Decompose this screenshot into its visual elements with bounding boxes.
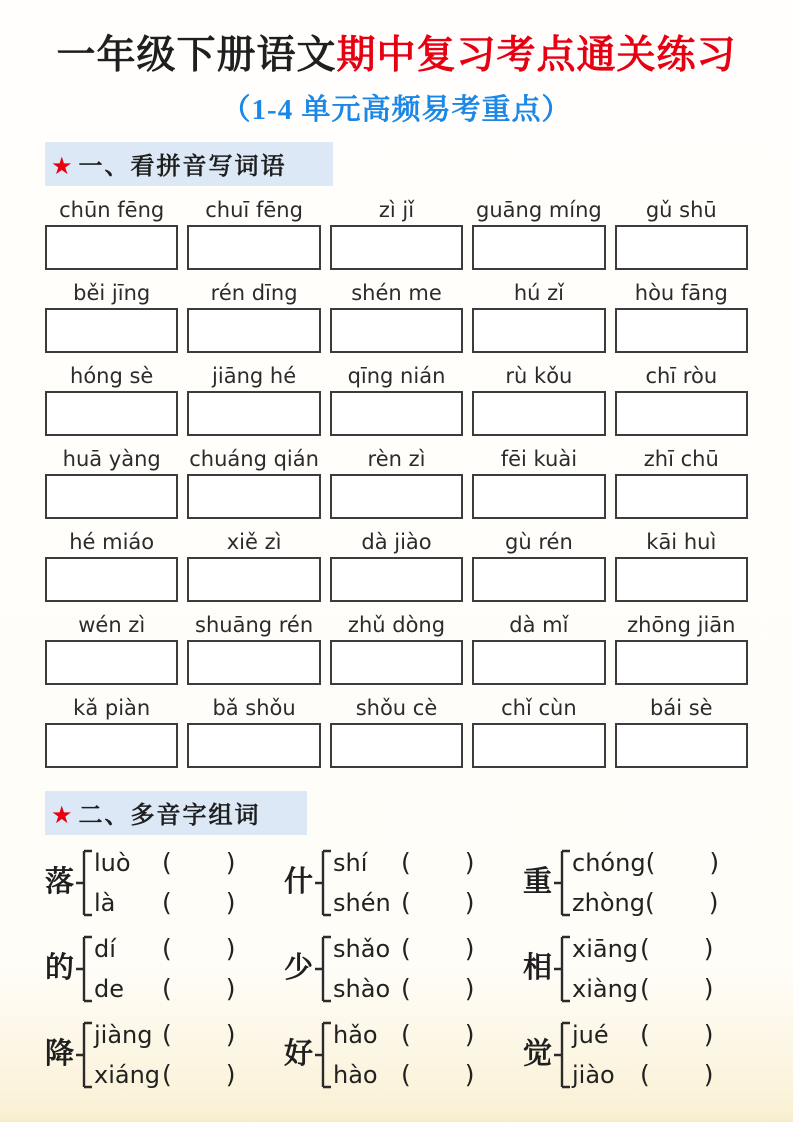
paren-close: ) bbox=[225, 974, 236, 1004]
answer-blank[interactable] bbox=[172, 988, 226, 989]
polyphone-grid bbox=[45, 843, 748, 1095]
reading-row bbox=[572, 1055, 748, 1095]
pinyin-cell bbox=[45, 279, 178, 353]
pinyin-cell bbox=[45, 196, 178, 270]
answer-box[interactable] bbox=[472, 723, 605, 768]
answer-box[interactable] bbox=[45, 308, 178, 353]
pinyin-cell bbox=[615, 528, 748, 602]
answer-blank[interactable] bbox=[655, 902, 709, 903]
pinyin-cell bbox=[330, 528, 463, 602]
readings-list bbox=[94, 1015, 270, 1095]
pinyin-label: bǎ shǒu bbox=[212, 695, 296, 720]
pinyin-word-grid bbox=[45, 196, 748, 777]
pinyin-label: kāi huì bbox=[646, 529, 717, 554]
answer-box[interactable] bbox=[45, 391, 178, 436]
answer-box[interactable] bbox=[615, 640, 748, 685]
paren-open: ( bbox=[640, 1020, 650, 1050]
pinyin-cell bbox=[472, 279, 605, 353]
reading-pinyin: hǎo bbox=[333, 1020, 378, 1049]
section1-heading bbox=[45, 142, 333, 186]
pinyin-label: shén me bbox=[351, 280, 442, 305]
readings-list bbox=[572, 1015, 748, 1095]
answer-box[interactable] bbox=[472, 391, 605, 436]
polyphone-group bbox=[523, 843, 748, 923]
paren-open: ( bbox=[162, 1060, 172, 1090]
section1-heading-label: 一、看拼音写词语 bbox=[78, 153, 287, 180]
pinyin-cell bbox=[472, 528, 605, 602]
pinyin-label: hé miáo bbox=[69, 529, 155, 554]
pinyin-cell bbox=[187, 362, 320, 436]
reading-pinyin: jiào bbox=[572, 1060, 615, 1089]
pinyin-cell bbox=[45, 694, 178, 768]
pinyin-cell bbox=[187, 445, 320, 519]
paren-close: ) bbox=[464, 934, 475, 964]
answer-box[interactable] bbox=[472, 225, 605, 270]
paren-close: ) bbox=[709, 848, 720, 878]
reading-pinyin: chóng bbox=[572, 848, 646, 877]
pinyin-label: chǐ cùn bbox=[501, 695, 577, 720]
paren-open: ( bbox=[162, 974, 172, 1004]
pinyin-label: běi jīng bbox=[73, 280, 151, 305]
paren-close: ) bbox=[464, 888, 475, 918]
reading-pinyin: là bbox=[94, 888, 116, 917]
pinyin-cell bbox=[615, 196, 748, 270]
pinyin-cell bbox=[615, 279, 748, 353]
pinyin-label: shǒu cè bbox=[355, 695, 438, 720]
page-subtitle: （1-4 单元高频易考重点） bbox=[221, 93, 572, 126]
reading-pinyin: shǎo bbox=[333, 934, 391, 963]
answer-box[interactable] bbox=[45, 474, 178, 519]
polyphone-char: 的 bbox=[45, 952, 75, 985]
pinyin-label: dà mǐ bbox=[509, 612, 569, 637]
answer-blank[interactable] bbox=[650, 988, 704, 989]
paren-open: ( bbox=[401, 1020, 411, 1050]
pinyin-label: xiě zì bbox=[226, 529, 282, 554]
answer-box[interactable] bbox=[330, 723, 463, 768]
answer-box[interactable] bbox=[330, 391, 463, 436]
pinyin-cell bbox=[187, 279, 320, 353]
polyphone-char: 好 bbox=[284, 1038, 314, 1071]
pinyin-cell bbox=[472, 445, 605, 519]
paren-open: ( bbox=[644, 888, 655, 918]
polyphone-char: 落 bbox=[45, 866, 75, 899]
pinyin-cell bbox=[472, 611, 605, 685]
polyphone-group bbox=[284, 843, 509, 923]
paren-close: ) bbox=[225, 1060, 236, 1090]
pinyin-cell bbox=[330, 279, 463, 353]
pinyin-cell bbox=[330, 445, 463, 519]
paren-close: ) bbox=[703, 934, 714, 964]
answer-box[interactable] bbox=[187, 640, 320, 685]
answer-box[interactable] bbox=[472, 640, 605, 685]
pinyin-label: rèn zì bbox=[367, 446, 426, 471]
pinyin-cell bbox=[187, 611, 320, 685]
pinyin-label: rén dīng bbox=[210, 280, 298, 305]
reading-row bbox=[94, 883, 270, 923]
bracket-icon bbox=[553, 844, 571, 922]
reading-pinyin: shén bbox=[333, 888, 391, 917]
readings-list bbox=[572, 929, 748, 1009]
pinyin-label: rù kǒu bbox=[505, 363, 573, 388]
polyphone-char: 相 bbox=[523, 952, 553, 985]
paren-open: ( bbox=[162, 934, 172, 964]
pinyin-label: zì jǐ bbox=[378, 197, 415, 222]
reading-pinyin: de bbox=[94, 974, 125, 1003]
reading-pinyin: hào bbox=[333, 1060, 378, 1089]
page-title bbox=[45, 34, 748, 79]
bracket-icon bbox=[553, 930, 571, 1008]
paren-open: ( bbox=[401, 888, 411, 918]
answer-box[interactable] bbox=[330, 474, 463, 519]
reading-row bbox=[94, 1055, 270, 1095]
pinyin-cell bbox=[330, 611, 463, 685]
answer-box[interactable] bbox=[615, 474, 748, 519]
answer-box[interactable] bbox=[187, 723, 320, 768]
paren-close: ) bbox=[703, 1060, 714, 1090]
polyphone-group bbox=[45, 843, 270, 923]
readings-list bbox=[333, 1015, 509, 1095]
pinyin-cell bbox=[472, 362, 605, 436]
section2-heading bbox=[45, 791, 307, 835]
answer-box[interactable] bbox=[472, 557, 605, 602]
pinyin-label: chūn fēng bbox=[59, 197, 165, 222]
reading-row bbox=[94, 969, 270, 1009]
reading-pinyin: shí bbox=[333, 848, 368, 877]
pinyin-cell bbox=[187, 694, 320, 768]
polyphone-char: 什 bbox=[284, 866, 314, 899]
bracket-icon bbox=[314, 1016, 332, 1094]
bracket-icon bbox=[553, 1016, 571, 1094]
answer-blank[interactable] bbox=[172, 862, 226, 863]
answer-box[interactable] bbox=[187, 391, 320, 436]
reading-pinyin: jué bbox=[572, 1020, 609, 1049]
bracket-icon bbox=[75, 930, 93, 1008]
pinyin-label: jiāng hé bbox=[212, 363, 297, 388]
bracket-icon bbox=[314, 930, 332, 1008]
pinyin-cell bbox=[187, 196, 320, 270]
reading-row bbox=[572, 1015, 748, 1055]
pinyin-cell bbox=[45, 528, 178, 602]
pinyin-cell bbox=[45, 445, 178, 519]
paren-open: ( bbox=[162, 1020, 172, 1050]
pinyin-label: bái sè bbox=[650, 695, 713, 720]
answer-blank[interactable] bbox=[172, 948, 226, 949]
paren-open: ( bbox=[640, 974, 650, 1004]
reading-pinyin: jiàng bbox=[94, 1020, 153, 1049]
reading-pinyin: dí bbox=[94, 934, 116, 963]
pinyin-label: wén zì bbox=[78, 612, 146, 637]
answer-blank[interactable] bbox=[172, 902, 226, 903]
pinyin-cell bbox=[330, 196, 463, 270]
answer-box[interactable] bbox=[45, 640, 178, 685]
answer-blank[interactable] bbox=[411, 988, 465, 989]
pinyin-label: chī ròu bbox=[645, 363, 718, 388]
bracket-icon bbox=[75, 844, 93, 922]
answer-box[interactable] bbox=[615, 557, 748, 602]
readings-list bbox=[572, 843, 748, 923]
title-red-part: 期中复习考点通关练习 bbox=[336, 34, 737, 77]
answer-box[interactable] bbox=[187, 225, 320, 270]
star-icon: ★ bbox=[51, 800, 75, 829]
reading-row bbox=[572, 883, 748, 923]
pinyin-cell bbox=[615, 611, 748, 685]
answer-box[interactable] bbox=[187, 557, 320, 602]
paren-close: ) bbox=[708, 888, 719, 918]
pinyin-label: hú zǐ bbox=[513, 280, 564, 305]
answer-box[interactable] bbox=[330, 308, 463, 353]
polyphone-group bbox=[284, 1015, 509, 1095]
paren-open: ( bbox=[640, 1060, 650, 1090]
readings-list bbox=[94, 843, 270, 923]
paren-close: ) bbox=[703, 1020, 714, 1050]
reading-row bbox=[333, 969, 509, 1009]
pinyin-label: shuāng rén bbox=[195, 612, 314, 637]
answer-box[interactable] bbox=[615, 225, 748, 270]
answer-box[interactable] bbox=[615, 308, 748, 353]
pinyin-label: zhǔ dòng bbox=[347, 612, 446, 637]
pinyin-label: hòu fāng bbox=[634, 280, 728, 305]
paren-close: ) bbox=[703, 974, 714, 1004]
pinyin-cell bbox=[472, 196, 605, 270]
answer-blank[interactable] bbox=[411, 902, 465, 903]
reading-row bbox=[94, 843, 270, 883]
paren-close: ) bbox=[464, 974, 475, 1004]
answer-box[interactable] bbox=[330, 640, 463, 685]
bracket-icon bbox=[314, 844, 332, 922]
paren-open: ( bbox=[162, 848, 172, 878]
paren-open: ( bbox=[640, 934, 650, 964]
answer-box[interactable] bbox=[472, 474, 605, 519]
answer-blank[interactable] bbox=[411, 862, 465, 863]
readings-list bbox=[94, 929, 270, 1009]
pinyin-label: chuáng qián bbox=[189, 446, 319, 471]
answer-blank[interactable] bbox=[411, 1034, 465, 1035]
polyphone-char: 觉 bbox=[523, 1038, 553, 1071]
pinyin-cell bbox=[330, 362, 463, 436]
paren-close: ) bbox=[464, 1020, 475, 1050]
polyphone-char: 降 bbox=[45, 1038, 75, 1071]
reading-row bbox=[333, 883, 509, 923]
answer-blank[interactable] bbox=[172, 1034, 226, 1035]
answer-box[interactable] bbox=[330, 557, 463, 602]
answer-box[interactable] bbox=[187, 474, 320, 519]
paren-open: ( bbox=[645, 848, 656, 878]
pinyin-label: huā yàng bbox=[62, 446, 161, 471]
pinyin-label: zhōng jiān bbox=[627, 612, 736, 637]
answer-blank[interactable] bbox=[411, 948, 465, 949]
pinyin-cell bbox=[330, 694, 463, 768]
reading-row bbox=[333, 843, 509, 883]
answer-box[interactable] bbox=[45, 557, 178, 602]
reading-row bbox=[94, 929, 270, 969]
paren-open: ( bbox=[401, 934, 411, 964]
polyphone-group bbox=[45, 929, 270, 1009]
pinyin-cell bbox=[187, 528, 320, 602]
reading-pinyin: zhòng bbox=[572, 888, 645, 917]
polyphone-group bbox=[523, 1015, 748, 1095]
readings-list bbox=[333, 929, 509, 1009]
answer-blank[interactable] bbox=[655, 862, 709, 863]
answer-blank[interactable] bbox=[650, 1034, 704, 1035]
pinyin-cell bbox=[45, 362, 178, 436]
answer-box[interactable] bbox=[472, 308, 605, 353]
reading-row bbox=[333, 1015, 509, 1055]
polyphone-group bbox=[284, 929, 509, 1009]
paren-open: ( bbox=[401, 848, 411, 878]
pinyin-label: hóng sè bbox=[70, 363, 154, 388]
pinyin-cell bbox=[615, 445, 748, 519]
paren-close: ) bbox=[464, 1060, 475, 1090]
polyphone-char: 少 bbox=[284, 952, 314, 985]
answer-box[interactable] bbox=[45, 723, 178, 768]
pinyin-cell bbox=[615, 694, 748, 768]
pinyin-cell bbox=[472, 694, 605, 768]
reading-row bbox=[572, 843, 748, 883]
answer-box[interactable] bbox=[615, 723, 748, 768]
reading-row bbox=[572, 969, 748, 1009]
paren-open: ( bbox=[162, 888, 172, 918]
answer-box[interactable] bbox=[615, 391, 748, 436]
answer-blank[interactable] bbox=[650, 948, 704, 949]
pinyin-label: qīng nián bbox=[347, 363, 446, 388]
reading-pinyin: shào bbox=[333, 974, 391, 1003]
answer-box[interactable] bbox=[45, 225, 178, 270]
paren-open: ( bbox=[401, 1060, 411, 1090]
reading-row bbox=[94, 1015, 270, 1055]
readings-list bbox=[333, 843, 509, 923]
answer-blank[interactable] bbox=[411, 1074, 465, 1075]
pinyin-label: fēi kuài bbox=[500, 446, 578, 471]
pinyin-label: chuī fēng bbox=[205, 197, 303, 222]
paren-close: ) bbox=[225, 934, 236, 964]
polyphone-group bbox=[45, 1015, 270, 1095]
answer-box[interactable] bbox=[187, 308, 320, 353]
answer-blank[interactable] bbox=[172, 1074, 226, 1075]
paren-open: ( bbox=[401, 974, 411, 1004]
pinyin-cell bbox=[615, 362, 748, 436]
paren-close: ) bbox=[225, 1020, 236, 1050]
pinyin-label: gǔ shū bbox=[645, 197, 717, 222]
pinyin-cell bbox=[45, 611, 178, 685]
bracket-icon bbox=[75, 1016, 93, 1094]
pinyin-label: kǎ piàn bbox=[73, 695, 151, 720]
reading-row bbox=[333, 1055, 509, 1095]
reading-pinyin: xiáng bbox=[94, 1060, 161, 1089]
answer-box[interactable] bbox=[330, 225, 463, 270]
answer-blank[interactable] bbox=[650, 1074, 704, 1075]
pinyin-label: zhī chū bbox=[643, 446, 719, 471]
polyphone-char: 重 bbox=[523, 866, 553, 899]
pinyin-label: gù rén bbox=[505, 529, 573, 554]
title-black-part: 一年级下册语文 bbox=[56, 34, 337, 77]
reading-pinyin: xiāng bbox=[572, 934, 639, 963]
paren-close: ) bbox=[225, 848, 236, 878]
reading-row bbox=[333, 929, 509, 969]
paren-close: ) bbox=[225, 888, 236, 918]
reading-row bbox=[572, 929, 748, 969]
star-icon: ★ bbox=[51, 151, 75, 180]
polyphone-group bbox=[523, 929, 748, 1009]
pinyin-label: guāng míng bbox=[476, 197, 602, 222]
reading-pinyin: xiàng bbox=[572, 974, 639, 1003]
paren-close: ) bbox=[464, 848, 475, 878]
pinyin-label: dà jiào bbox=[361, 529, 432, 554]
section2-heading-label: 二、多音字组词 bbox=[78, 802, 261, 829]
reading-pinyin: luò bbox=[94, 848, 131, 877]
